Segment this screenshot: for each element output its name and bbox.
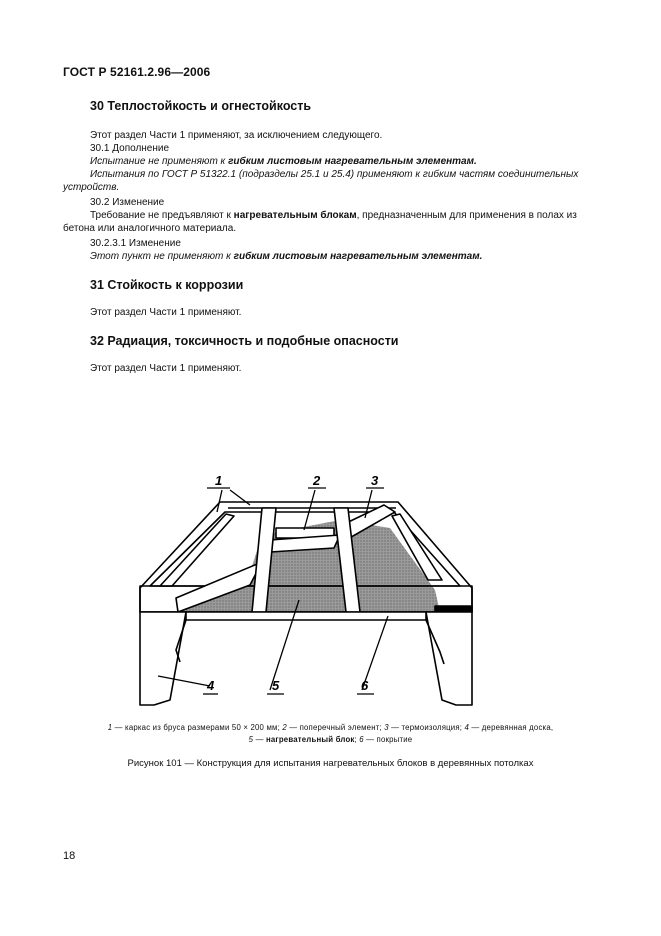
page-number: 18 (63, 850, 76, 862)
legend-num: 5 (248, 735, 254, 744)
legend-num: 6 (359, 735, 364, 744)
figure-caption: Рисунок 101 — Конструкция для испытания нагревательных блоков в деревянных потолках (127, 758, 534, 769)
term-bold: гибким листовым нагревательным элементам. (228, 156, 477, 167)
figure-label-2: 2 (313, 473, 321, 488)
term-bold: нагревательным блокам (233, 210, 357, 221)
section-30-2-label: 30.2 Изменение (90, 197, 165, 208)
figure-label-6: 6 (361, 678, 369, 693)
figure-label-3: 3 (371, 473, 379, 488)
figure-label-1: 1 (215, 473, 223, 488)
section-30-title: 30 Теплостойкость и огнестойкость (90, 99, 312, 113)
legend-num: 1 (107, 723, 113, 732)
legend-num: 2 (282, 723, 287, 732)
legend-num: 4 (464, 723, 470, 732)
text-run: Требование не предъявляют к (90, 210, 234, 221)
text-run: Этот пункт не применяют к (90, 251, 234, 262)
legend-sep: — (253, 735, 266, 744)
figure-legend (40, 722, 621, 746)
section-30-intro: Этот раздел Части 1 применяют, за исключением следующего. (90, 130, 383, 141)
legend-item-2: — поперечный элемент; (286, 723, 385, 732)
legend-item-3: — термоизоляция; (388, 723, 465, 732)
text-run: Испытание не применяют к (90, 156, 229, 167)
legend-num: 3 (384, 723, 389, 732)
section-30-2-3-1-label: 30.2.3.1 Изменение (90, 238, 181, 249)
document-code: ГОСТ Р 52161.2.96—2006 (63, 65, 211, 79)
legend-item-1: — каркас из бруса размерами 50 × 200 мм; (112, 723, 283, 732)
legend-item-4: — деревянная доска, (469, 723, 554, 732)
section-31-title: 31 Стойкость к коррозии (90, 278, 244, 292)
section-32-text: Этот раздел Части 1 применяют. (90, 363, 242, 374)
board-4-right (426, 612, 472, 705)
section-31-text: Этот раздел Части 1 применяют. (90, 307, 242, 318)
term-bold: гибким листовым нагревательным элементам. (233, 251, 483, 262)
section-30-1-label: 30.1 Дополнение (90, 143, 170, 154)
figure-label-4: 4 (207, 678, 215, 693)
section-32-title: 32 Радиация, токсичность и подобные опасности (90, 334, 399, 348)
section-30-1-line2: Испытания по ГОСТ Р 51322.1 (подразделы 25.1 и 25.4) применяют к гибким частям соединительных устройств. (63, 169, 579, 193)
text-run: , предназначенным для применения в полах из бетона или аналогичного материала. (63, 210, 577, 234)
figure-label-5: 5 (272, 678, 280, 693)
legend-item-6: — покрытие (363, 735, 413, 744)
legend-item-5: нагревательный блок (265, 735, 355, 744)
covering-6 (186, 612, 426, 620)
legend-sep: ; (354, 735, 360, 744)
